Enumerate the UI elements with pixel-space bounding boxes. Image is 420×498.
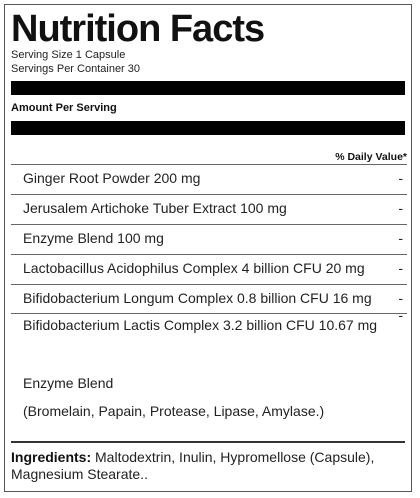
daily-value-header: % Daily Value* — [335, 151, 407, 163]
ingredient-row-dv: - — [398, 307, 403, 323]
ingredient-row-dv: - — [398, 290, 403, 306]
row-divider — [11, 254, 407, 255]
enzyme-blend-title: Enzyme Blend — [23, 375, 114, 391]
ingredient-row-text: Enzyme Blend 100 mg — [23, 230, 164, 246]
panel-title: Nutrition Facts — [11, 8, 265, 50]
ingredient-row-enzyme — [23, 230, 403, 246]
ingredients-text: Maltodextrin, Inulin, Hypromellose (Capsule), Magnesium Stearate.. — [11, 449, 375, 482]
ingredients-label: Ingredients: — [11, 449, 92, 465]
ingredient-row-text: Lactobacillus Acidophilus Complex 4 billion CFU 20 mg — [23, 260, 365, 276]
row-divider — [11, 164, 407, 165]
ingredient-row-lactis — [23, 317, 389, 333]
row-divider — [11, 313, 407, 314]
row-divider — [11, 194, 407, 195]
ingredient-row-text: Bifidobacterium Lactis Complex 3.2 billion CFU 10.67 mg — [23, 317, 378, 333]
servings-per-container: Servings Per Container 30 — [11, 63, 141, 75]
ingredient-row-text: Ginger Root Powder 200 mg — [23, 170, 201, 186]
serving-size: Serving Size 1 Capsule — [11, 49, 126, 61]
enzyme-blend-contents: (Bromelain, Papain, Protease, Lipase, Amylase.) — [23, 403, 325, 419]
ingredient-row-dv: - — [398, 200, 403, 216]
ingredient-row-acidophilus — [23, 260, 403, 276]
ingredients-statement — [11, 449, 405, 483]
nutrition-facts-panel — [4, 4, 412, 492]
ingredients-divider — [11, 441, 405, 443]
row-divider — [11, 284, 407, 285]
ingredient-row-dv: - — [398, 230, 403, 246]
ingredient-row-text: Bifidobacterium Longum Complex 0.8 billion CFU 16 mg — [23, 290, 372, 306]
ingredient-row-dv: - — [398, 260, 403, 276]
ingredient-row-text: Jerusalem Artichoke Tuber Extract 100 mg — [23, 200, 287, 216]
ingredient-row-dv: - — [398, 170, 403, 186]
amount-per-serving: Amount Per Serving — [11, 102, 117, 114]
thick-divider-top — [11, 81, 405, 95]
thick-divider-middle — [11, 121, 405, 135]
ingredient-row-ginger — [23, 170, 403, 186]
ingredient-row-longum — [23, 290, 403, 306]
row-divider — [11, 224, 407, 225]
ingredient-row-artichoke — [23, 200, 403, 216]
